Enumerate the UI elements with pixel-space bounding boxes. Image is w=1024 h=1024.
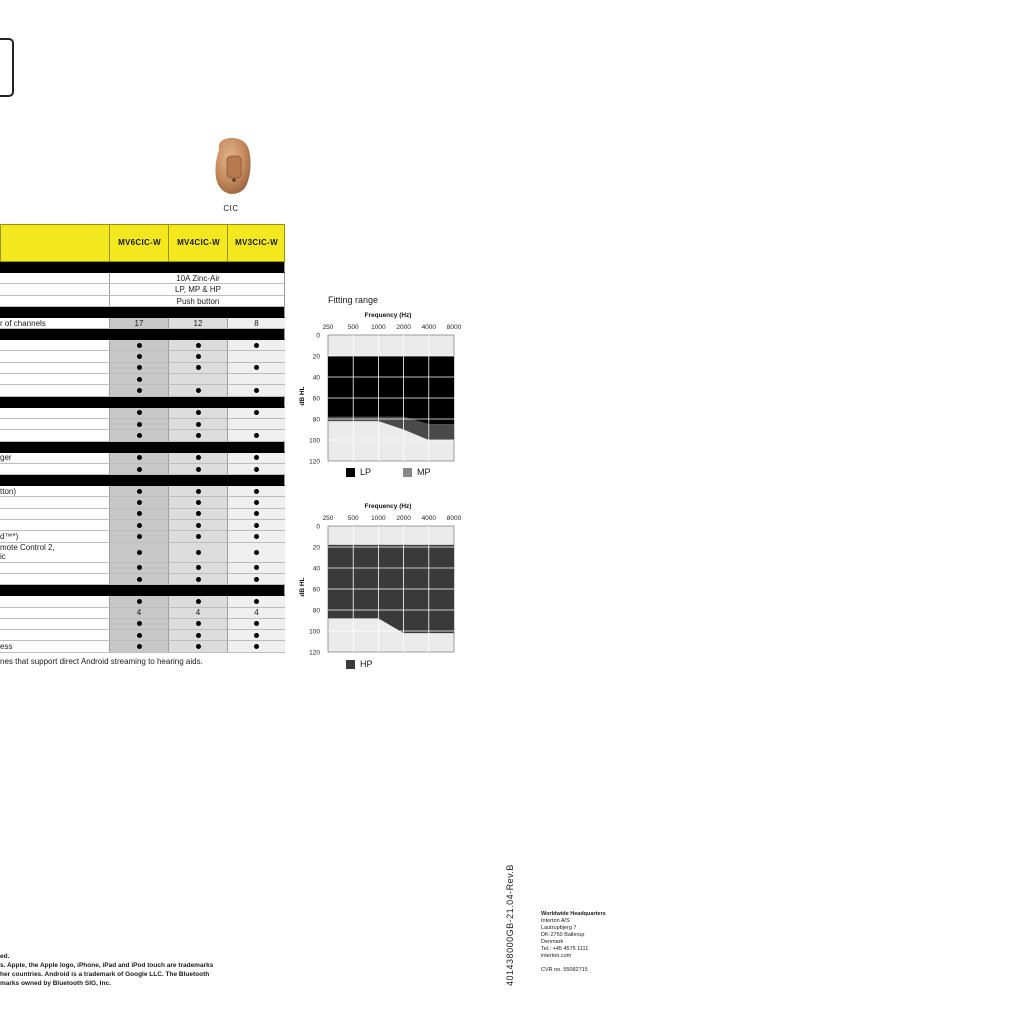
model-cell — [227, 453, 285, 463]
table-footnote: nes that support direct Android streaming to hearing aids. — [0, 657, 203, 666]
model-cell — [168, 430, 227, 440]
feature-dot — [196, 577, 201, 582]
table-row — [0, 363, 285, 374]
model-cell — [168, 596, 227, 606]
model-cell — [227, 430, 285, 440]
model-cell — [109, 630, 168, 640]
feature-dot — [254, 455, 259, 460]
table-row — [0, 408, 285, 419]
table-row — [0, 284, 285, 295]
legend-swatch — [403, 468, 412, 477]
logo-frame — [0, 38, 14, 97]
feature-dot — [254, 633, 259, 638]
legend-swatch — [346, 660, 355, 669]
model-cell — [227, 385, 285, 395]
legend-item-lp — [346, 467, 371, 477]
model-cell — [109, 563, 168, 573]
model-cell — [227, 630, 285, 640]
feature-dot — [254, 433, 259, 438]
model-column-header: MV6CIC-W — [109, 225, 169, 261]
model-cell — [168, 385, 227, 395]
row-label — [0, 464, 108, 474]
row-label — [0, 596, 108, 606]
model-cell — [168, 497, 227, 507]
row-label: r of channels — [0, 318, 46, 328]
legend-label: LP — [360, 467, 372, 477]
hq-line: Denmark — [541, 939, 564, 945]
legend-label: HP — [360, 659, 373, 669]
feature-dot — [137, 388, 142, 393]
model-cell — [109, 574, 168, 584]
legal-line: ed. — [0, 953, 10, 960]
feature-dot — [254, 343, 259, 348]
model-cell — [168, 340, 227, 350]
feature-dot — [137, 433, 142, 438]
model-cell — [227, 351, 285, 361]
feature-dot — [254, 511, 259, 516]
model-cell — [227, 543, 285, 562]
model-cell — [168, 453, 227, 463]
model-cell — [109, 497, 168, 507]
model-cell: 4 — [168, 608, 227, 618]
model-cell — [227, 408, 285, 418]
model-cell — [168, 419, 227, 429]
feature-dot — [137, 410, 142, 415]
cic-hearing-aid-image — [207, 128, 257, 200]
feature-dot — [137, 422, 142, 427]
y-tick-label: 100 — [309, 628, 320, 636]
hq-line: Tel.: +45 4575 1111 — [541, 946, 589, 952]
row-label — [0, 385, 108, 395]
x-axis-label: Frequency (Hz) — [364, 312, 412, 319]
feature-dot — [196, 621, 201, 626]
model-cell — [168, 563, 227, 573]
feature-dot — [137, 599, 142, 604]
table-row — [0, 630, 285, 641]
model-cell — [227, 619, 285, 629]
table-row — [0, 619, 285, 630]
feature-dot — [137, 565, 142, 570]
y-axis-label: dB HL — [299, 386, 306, 406]
feature-dot — [196, 565, 201, 570]
feature-dot — [137, 377, 142, 382]
feature-dot — [254, 565, 259, 570]
row-label: ger — [0, 453, 12, 463]
feature-dot — [254, 621, 259, 626]
section-header-row — [0, 397, 285, 408]
model-cell — [227, 340, 285, 350]
row-label — [0, 509, 108, 519]
model-cell — [109, 596, 168, 606]
table-row — [0, 531, 285, 542]
model-cell — [168, 374, 227, 384]
model-cell — [168, 363, 227, 373]
x-tick-label: 250 — [322, 324, 334, 331]
model-cell — [227, 419, 285, 429]
table-row — [0, 464, 285, 475]
table-row — [0, 497, 285, 508]
model-cell — [227, 563, 285, 573]
feature-dot — [196, 523, 201, 528]
shared-value: Push button — [109, 296, 286, 306]
row-label: mote Control 2, ic — [0, 543, 55, 562]
row-label — [0, 408, 108, 418]
feature-dot — [137, 467, 142, 472]
model-cell — [168, 486, 227, 496]
feature-dot — [196, 455, 201, 460]
model-cell — [109, 486, 168, 496]
model-cell: 4 — [109, 608, 168, 618]
model-column-header: MV3CIC-W — [227, 225, 285, 261]
y-tick-label: 20 — [312, 353, 320, 361]
feature-dot — [137, 455, 142, 460]
feature-dot — [196, 489, 201, 494]
feature-dot — [196, 467, 201, 472]
y-tick-label: 100 — [309, 437, 320, 445]
table-row — [0, 273, 285, 284]
feature-dot — [254, 534, 259, 539]
x-tick-label: 8000 — [446, 515, 462, 522]
feature-dot — [196, 365, 201, 370]
y-tick-label: 60 — [312, 586, 320, 594]
x-tick-label: 500 — [347, 515, 359, 522]
feature-dot — [254, 489, 259, 494]
x-tick-label: 1000 — [371, 515, 386, 522]
model-cell — [227, 509, 285, 519]
feature-dot — [137, 511, 142, 516]
row-label — [0, 430, 108, 440]
hq-line: DK-2750 Ballerup — [541, 932, 585, 938]
model-cell — [168, 619, 227, 629]
model-cell — [168, 351, 227, 361]
hq-line: interton.com — [541, 953, 572, 959]
table-row — [0, 340, 285, 351]
x-tick-label: 2000 — [396, 324, 411, 331]
feature-dot — [137, 577, 142, 582]
model-cell — [168, 531, 227, 541]
row-label — [0, 340, 108, 350]
y-tick-label: 20 — [312, 544, 320, 552]
shared-value: LP, MP & HP — [109, 284, 286, 294]
table-row — [0, 509, 285, 520]
table-row — [0, 351, 285, 362]
x-tick-label: 8000 — [446, 324, 462, 331]
feature-dot — [137, 633, 142, 638]
legend-swatch — [346, 468, 355, 477]
feature-dot — [196, 534, 201, 539]
y-tick-label: 40 — [312, 565, 320, 573]
section-header-row — [0, 585, 285, 596]
model-cell — [227, 486, 285, 496]
table-body — [0, 262, 285, 653]
feature-dot — [137, 534, 142, 539]
section-header-row — [0, 262, 285, 273]
feature-dot — [196, 599, 201, 604]
feature-dot — [254, 577, 259, 582]
table-row — [0, 374, 285, 385]
row-label — [0, 563, 108, 573]
model-cell — [168, 520, 227, 530]
headquarters-address — [541, 911, 606, 974]
y-tick-label: 80 — [312, 416, 320, 424]
model-cell — [109, 374, 168, 384]
model-cell — [109, 419, 168, 429]
feature-dot — [254, 388, 259, 393]
row-label: d™*) — [0, 531, 19, 541]
y-tick-label: 0 — [316, 332, 320, 340]
x-axis-label: Frequency (Hz) — [364, 503, 412, 510]
model-cell — [227, 641, 285, 651]
fitting-area-lp — [328, 356, 454, 424]
model-cell — [109, 351, 168, 361]
model-cell — [109, 385, 168, 395]
model-cell — [168, 509, 227, 519]
table-row — [0, 543, 285, 563]
x-tick-label: 250 — [322, 515, 334, 522]
model-cell — [227, 574, 285, 584]
row-label: ess — [0, 642, 13, 652]
hq-line: Interton A/S — [541, 918, 570, 924]
y-tick-label: 40 — [312, 374, 320, 382]
hq-cvr: CVR no. 55082715 — [541, 967, 588, 973]
fitting-range-chart-lp-mp — [295, 308, 475, 466]
x-tick-label: 2000 — [396, 515, 411, 522]
feature-dot — [137, 621, 142, 626]
model-cell — [109, 520, 168, 530]
model-cell: 17 — [109, 318, 168, 328]
row-label — [0, 273, 108, 283]
model-cell — [109, 363, 168, 373]
feature-dot — [196, 500, 201, 505]
model-cell — [109, 430, 168, 440]
feature-dot — [196, 550, 201, 555]
table-row — [0, 641, 285, 652]
model-cell — [168, 641, 227, 651]
section-header-row — [0, 329, 285, 340]
legal-line: marks owned by Bluetooth SIG, Inc. — [0, 980, 111, 987]
model-cell — [168, 630, 227, 640]
section-header-row — [0, 475, 285, 486]
model-cell — [168, 464, 227, 474]
fitting-range-chart-hp — [295, 499, 475, 657]
model-cell — [109, 340, 168, 350]
y-axis-label: dB HL — [299, 577, 306, 597]
model-cell — [227, 596, 285, 606]
feature-dot — [196, 511, 201, 516]
row-label — [0, 296, 108, 306]
feature-dot — [254, 500, 259, 505]
feature-dot — [196, 433, 201, 438]
feature-dot — [196, 388, 201, 393]
table-row — [0, 486, 285, 497]
feature-dot — [254, 523, 259, 528]
table-row — [0, 596, 285, 607]
row-label: tton) — [0, 486, 17, 496]
feature-dot — [137, 489, 142, 494]
table-row — [0, 608, 285, 619]
model-cell — [227, 531, 285, 541]
feature-table — [0, 224, 285, 653]
row-label — [0, 284, 108, 294]
row-label — [0, 497, 108, 507]
model-cell — [227, 374, 285, 384]
table-row — [0, 318, 285, 329]
model-cell — [109, 641, 168, 651]
model-cell — [109, 453, 168, 463]
legend-label: MP — [417, 467, 431, 477]
row-label — [0, 374, 108, 384]
x-tick-label: 4000 — [421, 324, 437, 331]
legal-line: her countries. Android is a trademark of Google LLC. The Bluetooth — [0, 971, 210, 978]
section-header-row — [0, 307, 285, 318]
feature-dot — [137, 343, 142, 348]
model-cell — [109, 408, 168, 418]
model-cell — [227, 363, 285, 373]
fitting-range-title: Fitting range — [328, 295, 379, 305]
x-tick-label: 4000 — [421, 515, 437, 522]
table-row — [0, 563, 285, 574]
model-cell — [109, 543, 168, 562]
model-cell — [109, 464, 168, 474]
feature-dot — [254, 410, 259, 415]
model-cell — [109, 619, 168, 629]
table-row — [0, 296, 285, 307]
model-cell — [227, 497, 285, 507]
row-label — [0, 630, 108, 640]
feature-dot — [196, 354, 201, 359]
model-cell — [227, 464, 285, 474]
x-tick-label: 1000 — [371, 324, 386, 331]
table-header — [0, 224, 285, 262]
section-header-row — [0, 442, 285, 453]
feature-dot — [196, 633, 201, 638]
feature-dot — [137, 550, 142, 555]
feature-dot — [196, 644, 201, 649]
feature-dot — [254, 599, 259, 604]
legal-text — [0, 952, 213, 988]
model-cell — [168, 574, 227, 584]
feature-dot — [137, 365, 142, 370]
feature-dot — [254, 467, 259, 472]
shared-value: 10A Zinc-Air — [109, 273, 286, 283]
hq-title: Worldwide Headquarters — [541, 911, 606, 917]
feature-dot — [254, 644, 259, 649]
feature-dot — [196, 343, 201, 348]
feature-dot — [254, 365, 259, 370]
model-cell: 4 — [227, 608, 285, 618]
model-cell — [168, 408, 227, 418]
feature-dot — [196, 422, 201, 427]
legend-item-mp — [403, 467, 431, 477]
y-tick-label: 0 — [316, 523, 320, 531]
model-cell: 12 — [168, 318, 227, 328]
y-tick-label: 120 — [309, 649, 320, 657]
y-tick-label: 60 — [312, 395, 320, 403]
row-label — [0, 619, 108, 629]
model-column-header: MV4CIC-W — [168, 225, 228, 261]
row-label — [0, 419, 108, 429]
legend-item-hp — [346, 659, 373, 669]
document-id: 401438000GB-21.04-Rev.B — [505, 864, 515, 986]
row-label — [0, 608, 108, 618]
table-row — [0, 520, 285, 531]
row-label — [0, 574, 108, 584]
table-row — [0, 574, 285, 585]
feature-dot — [196, 410, 201, 415]
table-row — [0, 453, 285, 464]
hq-line: Lautrupbjerg 7 — [541, 925, 577, 931]
row-label — [0, 363, 108, 373]
feature-dot — [137, 644, 142, 649]
row-label — [0, 351, 108, 361]
table-row — [0, 430, 285, 441]
feature-dot — [137, 500, 142, 505]
model-cell — [227, 520, 285, 530]
model-cell — [109, 531, 168, 541]
feature-dot — [137, 523, 142, 528]
y-tick-label: 80 — [312, 607, 320, 615]
table-row — [0, 385, 285, 396]
x-tick-label: 500 — [347, 324, 359, 331]
model-cell — [168, 543, 227, 562]
legal-line: s. Apple, the Apple logo, iPhone, iPad and iPod touch are trademarks — [0, 962, 214, 969]
model-cell — [109, 509, 168, 519]
table-row — [0, 419, 285, 430]
feature-dot — [254, 550, 259, 555]
feature-dot — [137, 354, 142, 359]
y-tick-label: 120 — [309, 458, 320, 466]
row-label — [0, 520, 108, 530]
device-label: CIC — [223, 204, 239, 213]
model-cell: 8 — [227, 318, 285, 328]
